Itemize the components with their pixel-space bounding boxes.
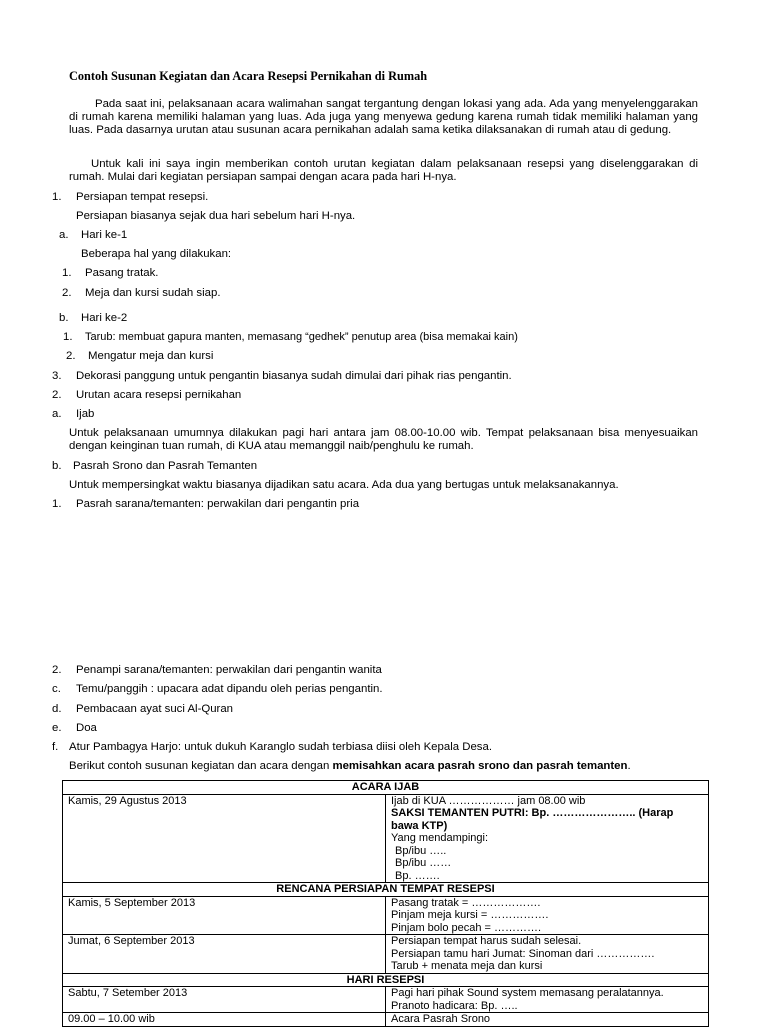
list-item-pasang-tratak: Pasang tratak. <box>85 267 159 279</box>
list-item-meja-kursi: Meja dan kursi sudah siap. <box>85 287 221 299</box>
table-row <box>63 883 709 897</box>
detail-line: Pinjam bolo pecah = …………. <box>391 921 542 934</box>
detail-line: Pagi hari pihak Sound system memasang peralatannya. <box>391 987 664 999</box>
schedule-table <box>62 780 709 1027</box>
list-item-pasrah-srono: Pasrah Srono dan Pasrah Temanten <box>73 460 258 472</box>
detail-line: Bp/ibu ….. <box>395 844 447 857</box>
list-marker: 3. <box>52 370 62 382</box>
list-marker: f. <box>52 741 59 753</box>
date-cell: Kamis, 5 September 2013 <box>63 896 386 935</box>
detail-cell <box>386 896 709 935</box>
detail-cell <box>386 794 709 883</box>
detail-line: SAKSI TEMANTEN PUTRI: Bp. ………………….. (Harap bawa KTP) <box>391 807 674 832</box>
list-item-hari-1: Hari ke-1 <box>81 229 128 241</box>
list-marker: b. <box>59 312 69 324</box>
list-item-dekorasi: Dekorasi panggung untuk pengantin biasanya sudah dimulai dari pihak rias pengantin. <box>76 370 512 382</box>
detail-line: Persiapan tamu hari Jumat: Sinoman dari ……………. <box>391 947 655 960</box>
section-header-ijab: ACARA IJAB <box>63 781 709 795</box>
closing-sentence <box>69 760 631 773</box>
intro-paragraph-1: Pada saat ini, pelaksanaan acara walimahan sangat tergantung dengan lokasi yang ada. Ada yang menyelenggarakan di rumah karena memiliki halaman yang luas. Ada juga yang menyewa gedung karena rumah tidak memiliki halaman yang luas. Pada dasarnya urutan atau susunan acara pernikahan adalah sama ketika dilaksanakan di rumah atau di gedung. <box>69 98 698 136</box>
list-item-mengatur-meja: Mengatur meja dan kursi <box>88 350 214 362</box>
list-item-note: Beberapa hal yang dilakukan: <box>81 248 232 260</box>
list-marker: 1. <box>52 498 62 510</box>
time-cell: 09.00 – 10.00 wib <box>63 1013 386 1027</box>
list-marker: 1. <box>52 191 62 203</box>
list-item-doa: Doa <box>76 722 97 734</box>
detail-line: Pasang tratak = ………………. <box>391 896 541 909</box>
list-marker: 2. <box>62 287 72 299</box>
list-item-tarub: Tarub: membuat gapura manten, memasang “gedhek” penutup area (bisa memakai kain) <box>85 331 518 343</box>
list-marker: 1. <box>63 331 73 343</box>
list-marker: b. <box>52 460 62 472</box>
list-marker: a. <box>59 229 69 241</box>
detail-line: Bp. ……. <box>395 869 440 882</box>
list-marker: d. <box>52 703 62 715</box>
ijab-paragraph: Untuk pelaksanaan umumnya dilakukan pagi hari antara jam 08.00-10.00 wib. Tempat pelaksanaan bisa menyesuaikan dengan keinginan tuan rumah, di KUA atau memanggil naib/penghulu ke rumah. <box>69 427 698 452</box>
date-cell: Kamis, 29 Agustus 2013 <box>63 794 386 883</box>
detail-line: Acara Pasrah Srono <box>391 1013 491 1025</box>
list-marker: 2. <box>52 664 62 676</box>
list-item-note: Persiapan biasanya sejak dua hari sebelum hari H-nya. <box>76 210 356 222</box>
table-row <box>63 794 709 883</box>
section-header-persiapan: RENCANA PERSIAPAN TEMPAT RESEPSI <box>63 883 709 897</box>
list-marker: 2. <box>52 389 62 401</box>
list-item-pembacaan: Pembacaan ayat suci Al-Quran <box>76 703 234 715</box>
detail-cell <box>386 935 709 974</box>
list-item-temu: Temu/panggih : upacara adat dipandu oleh perias pengantin. <box>76 683 383 695</box>
detail-line: Pinjam meja kursi = ……………. <box>391 909 549 921</box>
table-row <box>63 781 709 795</box>
section-header-hari-resepsi: HARI RESEPSI <box>63 973 709 987</box>
detail-line: Pranoto hadicara: Bp. ….. <box>391 999 518 1012</box>
page-title: Contoh Susunan Kegiatan dan Acara Resepsi Pernikahan di Rumah <box>69 69 428 83</box>
list-marker: e. <box>52 722 62 734</box>
closing-text: Berikut contoh susunan kegiatan dan acara dengan <box>69 760 333 772</box>
list-item-pasrah-sarana: Pasrah sarana/temanten: perwakilan dari pengantin pria <box>76 498 360 510</box>
closing-emphasis: memisahkan acara pasrah srono dan pasrah temanten <box>332 760 628 772</box>
list-item-hari-2: Hari ke-2 <box>81 312 128 324</box>
detail-line: Ijab di KUA ……………… jam 08.00 wib <box>391 794 586 807</box>
detail-line: Persiapan tempat harus sudah selesai. <box>391 935 582 947</box>
list-marker: 2. <box>66 350 76 362</box>
list-item-note: Untuk mempersingkat waktu biasanya dijadikan satu acara. Ada dua yang bertugas untuk melaksanakannya. <box>69 479 619 491</box>
list-item-ijab: Ijab <box>76 408 95 420</box>
detail-line: Bp/ibu …… <box>395 857 452 869</box>
intro-paragraph-2: Untuk kali ini saya ingin memberikan contoh urutan kegiatan dalam pelaksanaan resepsi yang diselenggarakan di rumah. Mulai dari kegiatan persiapan sampai dengan acara pada hari H-nya. <box>69 158 698 183</box>
closing-period: . <box>627 760 631 772</box>
list-item-persiapan: Persiapan tempat resepsi. <box>76 191 209 203</box>
detail-line: Tarub + menata meja dan kursi <box>391 960 543 972</box>
list-item-atur-pambagya: Atur Pambagya Harjo: untuk dukuh Karanglo sudah terbiasa diisi oleh Kepala Desa. <box>69 741 492 753</box>
detail-cell <box>386 987 709 1013</box>
list-marker: a. <box>52 408 62 420</box>
date-cell: Sabtu, 7 Setember 2013 <box>63 987 386 1013</box>
detail-line: Yang mendampingi: <box>391 832 489 844</box>
date-cell: Jumat, 6 September 2013 <box>63 935 386 974</box>
list-item-penampi: Penampi sarana/temanten: perwakilan dari pengantin wanita <box>76 664 382 676</box>
list-item-urutan-acara: Urutan acara resepsi pernikahan <box>76 389 242 401</box>
table-row <box>63 973 709 987</box>
table-row <box>63 987 709 1013</box>
table-row <box>63 896 709 935</box>
list-marker: c. <box>52 683 61 695</box>
table-row <box>63 935 709 974</box>
list-marker: 1. <box>62 267 72 279</box>
